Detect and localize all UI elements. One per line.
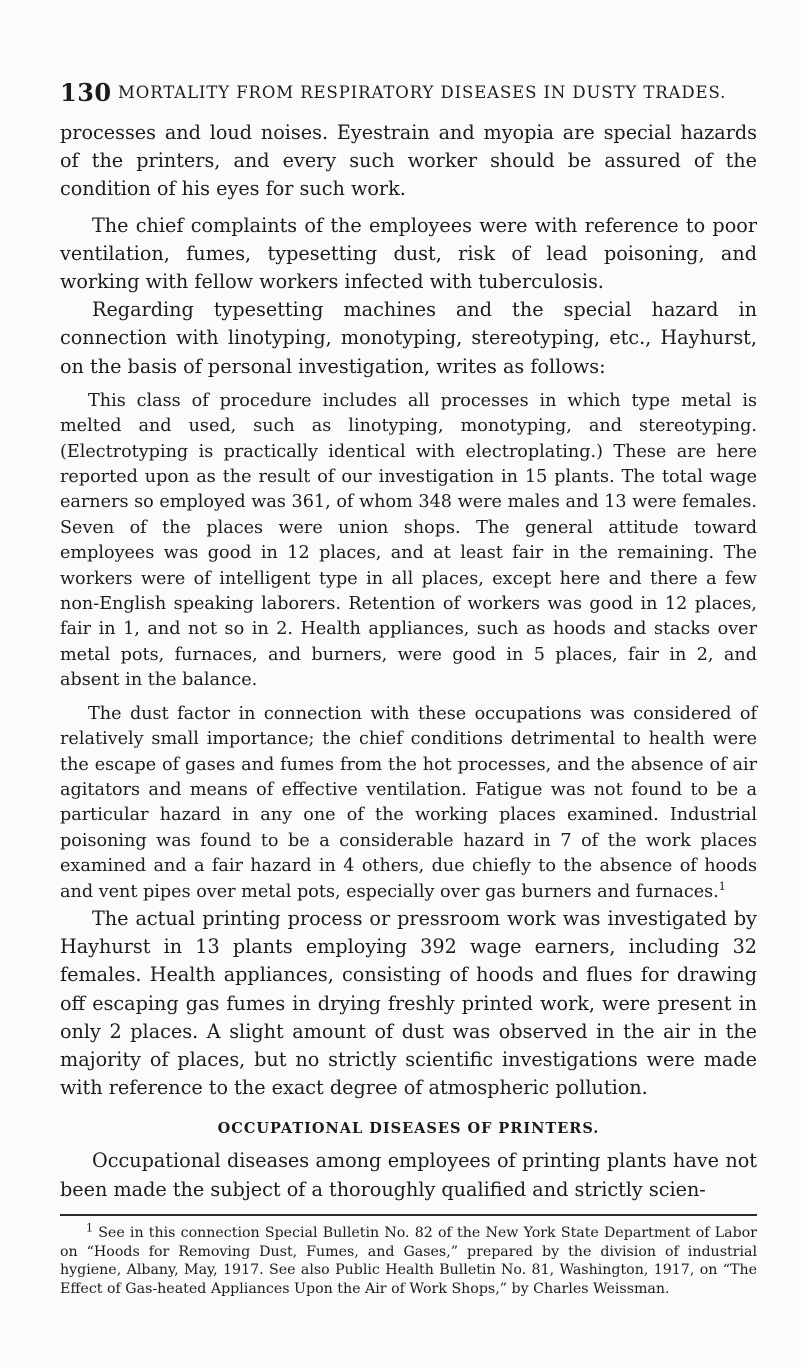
footnote-mark: 1 [86,1221,93,1235]
page-number: 130 [60,78,112,107]
paragraph-pressroom: The actual printing process or pressroom work was investigated by Hayhurst in 13 plants employing 392 wage earners, including 32 females. Health appliances, consisting of hoods and flues for drawing off escaping gas fumes in drying freshly printed work, were present in only 2 places. A slight amount of dust was observed in the air in the majority of places, but no strictly scientific investigations were made with reference to the exact degree of atmospheric pollution. [60,906,757,1100]
page-header [60,78,757,106]
paragraph-continued: processes and loud noises. Eyestrain and myopia are special hazards of the printers, and every such worker should be assured of the condition of his eyes for such work. [60,121,757,201]
footnote-text: See in this connection Special Bulletin No. 82 of the New York State Department of Labor on “Hoods for Removing Dust, Fumes, and Gases,” prepared by the division of industrial hygiene, Albany, May, 1917. See also Public Health Bulletin No. 81, Washington, 1917, on “The Effect of Gas-heated Appliances Upon the Air of Work Shops,” by Charles Weissman. [60,1224,757,1298]
section-paragraph: Occupational diseases among employees of printing plants have not been made the subject of a thoroughly qualified and strictly scien- [60,1149,757,1201]
quote-paragraph-1: This class of procedure includes all processes in which type metal is melted and used, such as linotyping, monotyping, and stereotyping. (Electrotyping is practically identical with electroplating.) These are here reported upon as the result of our investigation in 15 plants. The total wage earners so employed was 361, of whom 348 were males and 13 were females. Seven of the places were union shops. The general attitude toward employees was good in 12 places, and at least fair in the remaining. The workers were of intelligent type in all places, except here and there a few non-English speaking laborers. Retention of workers was good in 12 places, fair in 1, and not so in 2. Health appliances, such as hoods and stacks over metal pots, furnaces, and burners, were good in 5 places, fair in 2, and absent in the balance. [60,390,757,691]
running-head: MORTALITY FROM RESPIRATORY DISEASES IN DUSTY TRADES. [118,83,727,102]
footnote-divider [60,1214,757,1216]
quote-paragraph-2-text: The dust factor in connection with these occupations was considered of relatively small importance; the chief conditions detrimental to health were the escape of gases and fumes from the hot processes, and the absence of air agitators and means of effective ventilation. Fatigue was not found to be a particular hazard in any one of the working places examined. Industrial poisoning was found to be a considerable hazard in 7 of the work places examined and a fair hazard in 4 others, due chiefly to the absence of hoods and vent pipes over metal pots, especially over gas burners and furnaces. [60,703,757,902]
paragraph-typesetting: Regarding typesetting machines and the special hazard in connection with linotyping, monotyping, stereotyping, etc., Hayhurst, on the basis of personal investigation, writes as follows: [60,298,757,378]
paragraph-complaints: The chief complaints of the employees were with reference to poor ventilation, fumes, typesetting dust, risk of lead poisoning, and working with fellow workers infected with tuberculosis. [60,213,757,294]
footnote [60,1221,757,1299]
quote-paragraph-2 [60,702,757,905]
section-heading: OCCUPATIONAL DISEASES OF PRINTERS. [217,1120,600,1138]
footnote-reference[interactable]: 1 [718,879,726,893]
page-body [60,119,757,1299]
